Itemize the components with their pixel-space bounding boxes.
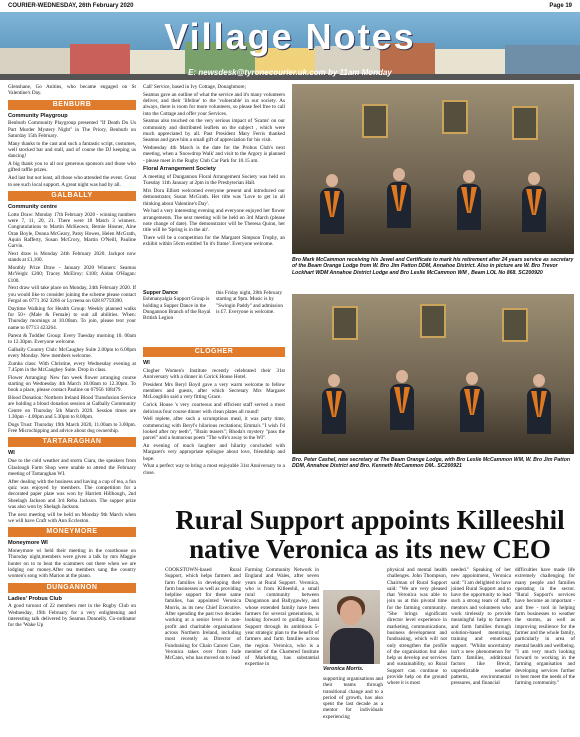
paragraph: this Friday night, 28th February starting at 9pm. Music is by "Swingin Paddy" and admission is £7. Everyone is welcome. <box>216 290 283 315</box>
paragraph: Lotto Draw: Monday 17th February 2020 - winning numbers were 7, 11, 20, 21. There were 18 Match 3 winners. Congratulations to Martin McKeown, Bernie Hosner, Aine Oran Boyle, Donna McGeary, Patsy Howes, Helen McGrath, Aquin Rafferty, Susan McCrory, Martin O'Neill, Pauline Garvin. <box>8 211 136 250</box>
supper-dance-left <box>143 290 211 350</box>
subheading: Community centre <box>8 203 58 210</box>
section-heading-tartaraghan: TARTARAGHAN <box>8 437 136 447</box>
section-heading-galbally: GALBALLY <box>8 191 136 201</box>
paragraph: Many thanks to the cast and such a fantastic script, costumes, well stocked bar and stall, and of course the DJ keeping us dancing! <box>8 140 136 160</box>
portrait-caption: Veronica Morris. <box>323 666 364 672</box>
column-2 <box>143 84 285 286</box>
paragraph: A big thank you to all our generous sponsors and those who gifted raffle prizes. <box>8 161 136 174</box>
paragraph: Dogs Trust: Thursday 19th March 2020, 11.00am to 3.00pm. Free Microchipping and advice about dog ownership. <box>8 421 136 435</box>
photo-caption-1: Bro Mark McCammon receiving his Jewel and Certificate to mark his retirement after 24 years service as secretary of the Beam Orange Lodge from W. Bro Jim Patton DDM, Annahoe District. Also in picture are W. Bro Trevor Lockhart WDM Annahoe District Lodge and Bro Leslie McCammon WM , Beam LOL No 868. SC200920 <box>292 257 574 276</box>
section-heading-moneymore: MONEYMORE <box>8 527 136 537</box>
paragraph: A good turnout of 22 members met in the Rugby Club on Wednesday, 19th February for a very enlightening and interesting talk delivered by Seamus Donnelly. Co-ordinator for the 'Wake Up <box>8 603 136 629</box>
section-title: Village Notes <box>164 16 416 57</box>
subheading: Ladies' Probus Club <box>8 595 62 602</box>
paragraph: And last but not least, all those who attended the event. Great to see such local support. A great night was had by all. <box>8 175 136 188</box>
article-headline: Rural Support appoints Killeeshil native Veronica as its new CEO <box>175 505 565 564</box>
paragraph: Benburb Community Playgroup presented "If Death Do Us Part Murder Mystery Night" in The Priory, Benburb on Saturday 15th February. <box>8 120 136 139</box>
photo-caption-2: Bro. Peter Cashel, new secretary at The Beam Orange Lodge, with Bro Leslie McCammon WM, W. Bro Jim Patton DDM, Annahoe District and Bro. Kenneth McCammon DM.. SC200921 <box>292 457 571 470</box>
paragraph: Daytime Walking for Health Group: Weekly planned walks for 50+ (Male & Female) to suit all abilities. When: Thursday mornings at 10.00am. To join, please text your name to 07713 423264. <box>8 305 136 331</box>
paragraph: Call' Service, based in Ivy Cottage, Donaghmore; <box>143 84 246 90</box>
paragraph: Mrs Dora Elliott welcomed everyone present and introduced our demonstrator, Susan McGrath. Her title was 'Love to get in all thinking about Valentine's Day'. <box>143 187 285 207</box>
article-column-2 <box>245 567 319 735</box>
section-heading-clogher: CLOGHER <box>143 347 285 357</box>
page-number: Page 19 <box>549 3 572 9</box>
paragraph: needed." Speaking of her new appointment, Veronica said: "I am delighted to have joined Rural Support and to have the opportunity to lead such a strong team of staff, mentors and volunteers who work tirelessly to provide meaningful help to farmers and farm families through solution-based mentoring, training and emotional support. "Whilst uncertainty isn't a new phenomenon for farm families, additional factors like Brexit, unpredictable weather patterns, environmental pressures, and financial <box>451 567 511 687</box>
supper-dance-right <box>216 290 285 350</box>
paragraph: Moneymore wi held their meeting in the courthouse on Thursday night,members were given a talk by mrs Maggie hunter on to to beat the scammers out there when we are lodging our money.After tea members sang the country women's song with Marion at the piano. <box>8 548 136 580</box>
paragraph: What a perfect way to bring a most enjoyable 31st Anniversary to a close. <box>143 463 285 476</box>
paragraph: Seamus also touched on the very serious impact of 'Scams' on our community and distributed leaflets on the subject , which were much appreciated by all. Past President Mary Ferris thanked Seamus and gave him a small gift of appreciation for his visit. <box>143 118 285 144</box>
paragraph: Parent & Toddler Group: Every Tuesday morning 10. 00am to 12.30pm. Everyone welcome. <box>8 332 136 345</box>
paragraph: Wednesday 4th March is the date for the Probus Club's next meeting, when a 'Snowdrop Walk' and visit to the Argory is planned - please meet in the Rugby Club Car Park for 10.15 am. <box>143 145 285 164</box>
column-1 <box>8 84 136 729</box>
paragraph: Farming Community Network in England and Wales, after seven years at Rural Support. Veronica, who is from Killeeshil, a small rural community between Dungannon and Ballygawley, and whose extended family have been farmers for several generations, is looking forward to guiding Rural Support through its ambitious 5-year strategic plan to the benefit of farmers and farm families across the region. Veronica, who is a member of the Chartered Institute of Marketing, has substantial expertise in <box>245 567 319 668</box>
subheading: WI <box>143 360 150 366</box>
paragraph: Next draw is Monday 24th February 2020. Jackpot now stands at £1,100. <box>8 250 136 264</box>
paragraph: Flower Arranging: New fun week flower arranging course starting on Wednesday 4th March 10.00am to 12.30pm. To book a place, please contact Pauline on 07956 108479. <box>8 374 136 394</box>
paragraph: Blood Donation: Northern Ireland Blood Transfusion Service are holding a blood donation session at Galbally Community Centre on Thursday 5th March 2020. Session times are 1.30pm - 4.00pm and 5.30pm to 8.00pm. <box>8 395 136 421</box>
paragraph: We had a very interesting evening and everyone enjoyed her flower arrangements. The next meeting will be held on 3rd March (please note change of date). The demonstrator will be Theresa Quinn, her title will be 'Spring is in the air'. <box>143 208 285 234</box>
paragraph: Next draw will take place on Monday, 24th February 2020. If you would like to consider joining the scheme please contact Fergal on 0771 362 3266 or Lyceena on 028 87759390. <box>8 285 136 305</box>
subheading: WI <box>8 450 15 457</box>
paragraph: difficulties have made life extremely challenging for many people and families operating in the sector. "Rural Support's services have become an important - and free - tool in helping farm businesses to weather the storms, as well as improving resilience for the farmer and the whole family, particularly in area of mental health and wellbeing. "I am very much looking forward to working in the farming organisation and developing services further to best meet the needs of the farming community." <box>515 567 575 687</box>
article-column-1 <box>165 567 241 735</box>
submission-email: E: newsdesk@tyronecourier.uk.com by 11am Monday <box>188 68 392 77</box>
masthead-banner <box>0 12 580 80</box>
clogher-section <box>143 344 285 504</box>
subheading: Floral Arrangement Society <box>143 166 216 173</box>
paragraph: Corick House 's very courteous and efficient staff served a most delicious four course dinner with clean plates all round! <box>143 402 285 415</box>
article-column-4 <box>387 567 447 735</box>
paragraph: Well replete, after such a scrumptious meal, it was party time, commencing with Beryl's hilarious recitations; Emma's "I wish I'd looked after my teeth", "Brain teasers"; Rhoda's mystery "pass the parcel" and a humorous poem "The wife's away to the WI". <box>143 416 285 442</box>
portrait-veronica-morris <box>323 590 380 664</box>
section-heading-dungannon: DUNGANNON <box>8 583 136 593</box>
paragraph: There will be a competition for the Margaret Simpson Trophy, an exhibit within 56cm entitled 'In it's frame'. Everyone welcome. <box>143 235 285 248</box>
paragraph: COOKSTOWN-based Rural Support, which helps farmers and farm families in developing their farm businesses as well as providing helpline support for these same families, has appointed Veronica Morris, as its new Chief Executive. After spending the past two decades working at a senior level in non-profit and charitable organisations across Northern Ireland, including most recently as Director of Fundraising for Chain Cancer Care, Veronica takes over from Jude McCann, who has moved on to lead <box>165 567 241 662</box>
paragraph: A meeting of Dungannon Floral Arrangement Society was held on Tuesday 11th January at 2pm in the Presbyterian Hall. <box>143 173 285 187</box>
paragraph: supporting organisations and their teams through transitional change and to a period of growth, has also spent the last decade as a mentor for individuals experiencing <box>323 676 383 720</box>
section-heading-benburb: BENBURB <box>8 100 136 110</box>
paragraph: Eshmanyalgia Support Group is holding a Supper Dance in the Dungannon Branch of the Royal British Legion <box>143 296 211 322</box>
subheading: Moneymore WI <box>8 540 48 547</box>
paragraph: Galbally Country Club: McCaughey Suite 2.00pm to 6.00pm every Monday. New members welcome. <box>8 346 136 359</box>
paragraph: The next meeting will be held on Monday 9th March when we will have Craft with Ann Eccleston. <box>8 511 136 524</box>
paragraph: physical and mental health challenges. John Thompson, Chairman of Rural Support said: "We are very pleased that Veronica was able to join us at this pivotal time for the farming community. "She brings significant director level experience in marketing, communications, business development and fundraising, which will not only strengthen the profile of the organisation but also help us develop our services and sustainability, so Rural Support can continue to provide help on the ground where it is most <box>387 567 447 687</box>
paragraph: Due to the cold weather and storm Ciara, the speakers from Glaslough Farm Shop were unable to attend the February meeting of Tartaraghan WI. <box>8 458 136 477</box>
paragraph: Monthly Prize Draw - January 2020 Winners: Seamus McVeigh: £200; Tracey McElroy: £100; Aidan O'Hagan: £100. <box>8 265 136 284</box>
intro-text: Glenshane, Go Anitins, who became engaged on St Valentine's Day. <box>8 84 136 97</box>
article-column-5 <box>451 567 511 735</box>
supper-dance-title: Supper Dance <box>143 290 178 296</box>
paragraph: An evening of much laughter and hilarity concluded with Margaret's very appropriate epilogue about love, friendship and hope. <box>143 443 285 462</box>
issue-date: COURIER-WEDNESDAY, 26th February 2020 <box>8 3 134 9</box>
paragraph: President Mrs Beryl Boyd gave a very warm welcome to fellow members and guests, after which Secretary Mrs Margaret McLoughlin said a very fitting Grace. <box>143 381 285 401</box>
article-column-6 <box>515 567 575 735</box>
page-header <box>0 0 580 12</box>
paragraph: Clogher Women's Institute recently celebrated their 31st Anniversary with a dinner in Corick House Hotel. <box>143 367 285 381</box>
photo-lodge-presentation-2 <box>292 294 574 454</box>
paragraph: Seamus gave an outline of what the service and it's many volunteers deliver, and their 'lifeline' to the 'vulnerable' in our society. As always, there is room for more volunteers, so please feel free to call into the Cottage and offer your Services. <box>143 91 285 117</box>
article-column-3 <box>323 676 383 735</box>
subheading: Community Playgroup <box>8 112 68 119</box>
photo-lodge-presentation-1 <box>292 84 574 254</box>
paragraph: Zumba class: With Christine, every Wednesday evening at 7.45pm in the McCaughey Suite. Drop in class. <box>8 360 136 373</box>
paragraph: After dealing with the business and having a cup of tea, a fun quiz was enjoyed by members. The competition for a decorated paper plate was won by Harriett Hillhough, 2nd Sheelagh Jackson and 3rd Reba Jackson. The supper prize was also won by Shelagh Jackson. <box>8 478 136 510</box>
